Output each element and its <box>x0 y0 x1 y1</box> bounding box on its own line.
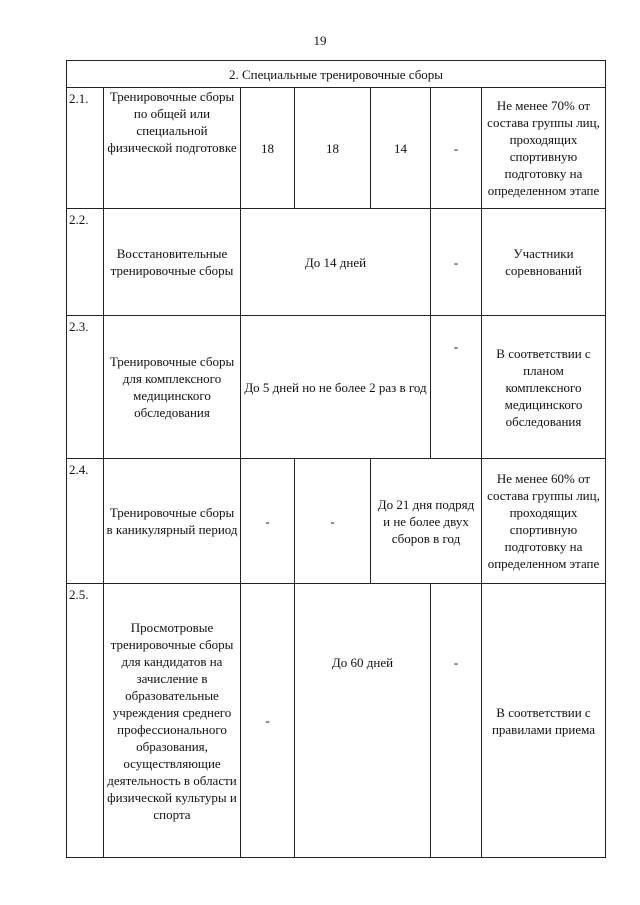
duration-span: До 14 дней <box>241 209 431 316</box>
row-number: 2.2. <box>67 209 104 316</box>
stage-value: - <box>295 459 371 584</box>
row-number: 2.4. <box>67 459 104 584</box>
participants-note: В соответствии с планом комплексного медицинского обследования <box>482 316 606 459</box>
stage-value: 14 <box>371 88 431 209</box>
participants-note: Не менее 60% от состава группы лиц, проходящих спортивную подготовку на определенном этапе <box>482 459 606 584</box>
participants-note: Не менее 70% от состава группы лиц, проходящих спортивную подготовку на определенном этапе <box>482 88 606 209</box>
table-row <box>67 316 606 459</box>
camp-name: Восстановительные тренировочные сборы <box>104 209 241 316</box>
stage-value: - <box>241 584 295 858</box>
stage-value: - <box>241 459 295 584</box>
row-number: 2.5. <box>67 584 104 858</box>
table-row <box>67 209 606 316</box>
stage-value: 18 <box>241 88 295 209</box>
participants-note: Участники соревнований <box>482 209 606 316</box>
stage-value: - <box>431 584 482 858</box>
section-header-row <box>67 61 606 88</box>
training-camps-table <box>66 60 606 858</box>
row-number: 2.3. <box>67 316 104 459</box>
section-title: 2. Специальные тренировочные сборы <box>67 61 606 88</box>
camp-name: Тренировочные сборы для комплексного медицинского обследования <box>104 316 241 459</box>
duration-span: До 60 дней <box>295 584 431 858</box>
duration-span: До 5 дней но не более 2 раз в год <box>241 316 431 459</box>
duration-span: До 21 дня подряд и не более двух сборов в год <box>371 459 482 584</box>
row-number: 2.1. <box>67 88 104 209</box>
camp-name: Тренировочные сборы в каникулярный период <box>104 459 241 584</box>
camp-name: Просмотровые тренировочные сборы для кандидатов на зачисление в образовательные учреждения среднего профессионального образования, осуществляющие деятельность в области физической культуры и спорта <box>104 584 241 858</box>
stage-value: - <box>431 209 482 316</box>
participants-note: В соответствии с правилами приема <box>482 584 606 858</box>
table-row <box>67 584 606 858</box>
page-number: 19 <box>313 33 327 48</box>
stage-value: 18 <box>295 88 371 209</box>
table-row <box>67 459 606 584</box>
stage-value: - <box>431 316 482 459</box>
table-row <box>67 88 606 209</box>
stage-value: - <box>431 88 482 209</box>
camp-name: Тренировочные сборы по общей или специальной физической подготовке <box>104 88 241 209</box>
